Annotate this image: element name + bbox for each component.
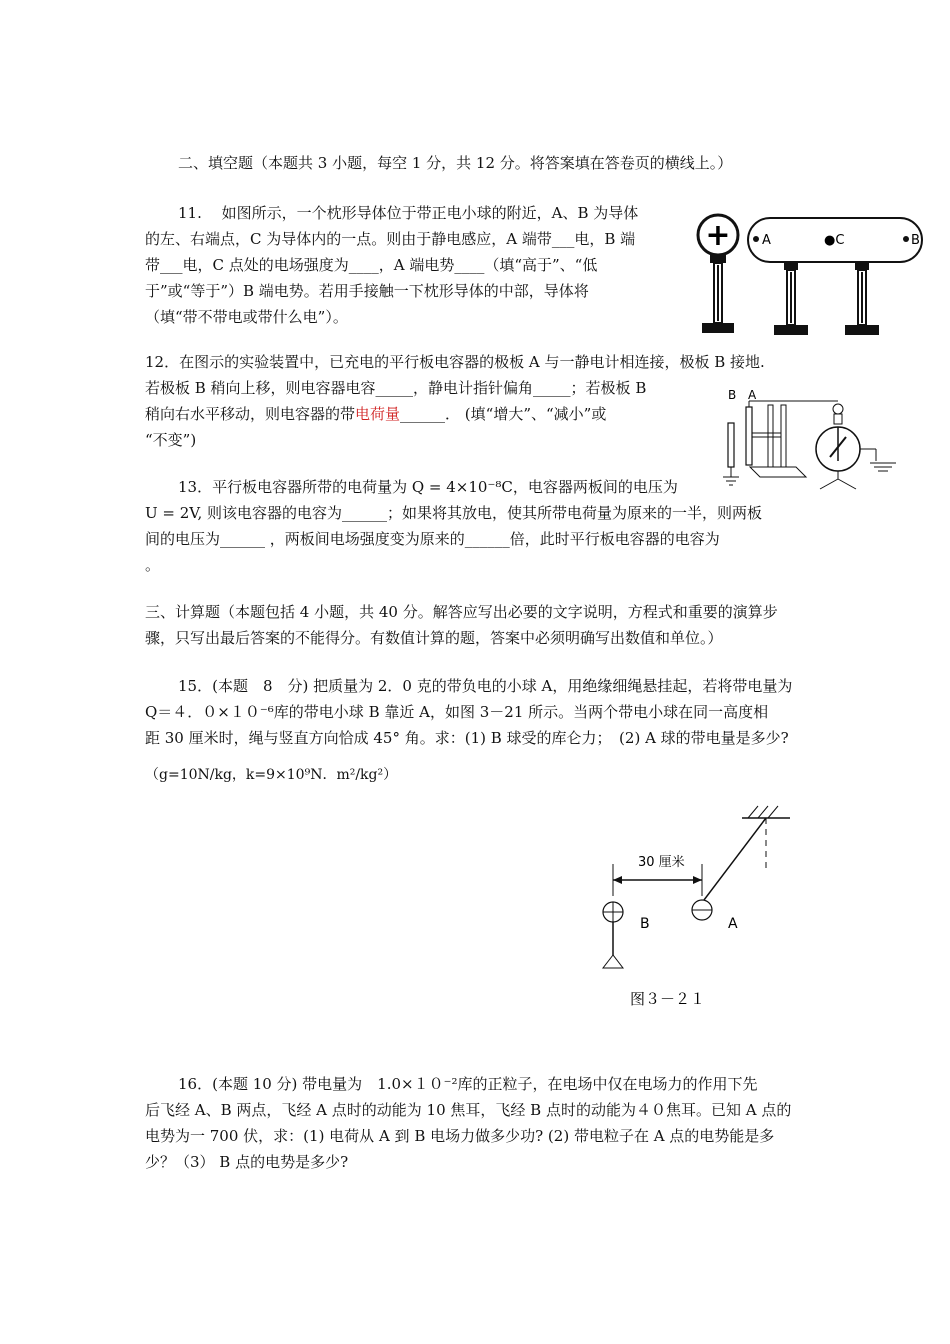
- q16-line2: 后飞经 A、B 两点，飞经 A 点时的动能为 10 焦耳，飞经 B 点时的动能为４０焦耳。已知 A 点的: [145, 1101, 792, 1119]
- q12-figure-capacitor: [718, 385, 908, 495]
- q11-figure-conductor: [690, 205, 930, 345]
- label-a: A: [762, 233, 771, 248]
- q15-line3: 距 30 厘米时，绳与竖直方向恰成 45° 角。求：(1) B 球受的库仑力； (2) A 球的带电量是多少?: [145, 729, 789, 747]
- q15-line1: 15．(本题 8 分) 把质量为 2．0 克的带负电的小球 A，用绝缘细绳悬挂起，若将带电量为: [178, 677, 793, 695]
- q12-line3-text: 稍向右水平移动，则电容器的带: [145, 405, 356, 423]
- q11-line2: 的左、右端点，C 为导体内的一点。则由于静电感应，A 端带___电，B 端: [145, 230, 636, 248]
- label-c: ●C: [824, 233, 845, 248]
- q16-line1: 16．(本题 10 分) 带电量为 1.0×１０⁻²库的正粒子，在电场中仅在电场力的作用下先: [178, 1075, 758, 1093]
- label-b: B: [911, 233, 920, 248]
- q13-line4: 。: [145, 556, 161, 574]
- plate-b-label: B: [728, 388, 737, 402]
- q12-line3: [145, 401, 606, 427]
- q16-line4: 少？（3） B 点的电势是多少?: [145, 1153, 349, 1171]
- q11-line4: 于”或“等于”）B 端电势。若用手接触一下枕形导体的中部，导体将: [145, 282, 589, 300]
- q12-charge-highlight: 电荷量: [355, 405, 401, 423]
- section3-line2: 骤，只写出最后答案的不能得分。有数值计算的题，答案中必须明确写出数值和单位。）: [145, 629, 723, 647]
- string: [704, 818, 766, 900]
- q16-line3: 电势为一 700 伏，求：(1) 电荷从 A 到 B 电场力做多少功? (2) 带电粒子在 A 点的电势能是多: [145, 1127, 775, 1145]
- q15-figure-3-21: [590, 800, 810, 1020]
- section2-heading: 二、填空题（本题共 3 小题，每空 1 分，共 12 分。将答案填在答卷页的横线上。）: [178, 154, 733, 172]
- q12-line3-text-end: ______． (填“增大”、“减小”或: [400, 405, 607, 423]
- plus-sign: +: [705, 218, 731, 253]
- q12-line1: 12．在图示的实验装置中，已充电的平行板电容器的极板 A 与一静电计相连接，极板 B 接地.: [145, 353, 765, 371]
- label-ball-b: B: [640, 916, 650, 932]
- section3-line1: 三、计算题（本题包括 4 小题，共 40 分。解答应写出必要的文字说明，方程式和重要的演算步: [145, 603, 778, 621]
- figure-caption: 图３－２１: [630, 990, 706, 1008]
- q11-line3: 带___电，C 点处的电场强度为____，A 端电势____（填“高于”、“低: [145, 256, 598, 274]
- plate-a-label: A: [748, 388, 757, 402]
- q13-line1: 13．平行板电容器所带的电荷量为 Q = 4×10⁻⁸C，电容器两板间的电压为: [178, 478, 678, 496]
- distance-label: 30 厘米: [638, 855, 685, 870]
- label-ball-a: A: [728, 916, 738, 932]
- q13-line3: 间的电压为______ ，两板间电场强度变为原来的______倍，此时平行板电容器的电容为: [145, 530, 720, 548]
- q13-line2: U = 2V, 则该电容器的电容为______；如果将其放电，使其所带电荷量为原来的一半，则两板: [145, 504, 763, 522]
- q15-line2: Q＝４．０×１０⁻⁶库的带电小球 B 靠近 A，如图 3－21 所示。当两个带电小球在同一高度相: [145, 703, 769, 721]
- q15-line4: （g=10N/kg，k=9×10⁹N．m²/kg²）: [145, 767, 398, 783]
- q12-line2: 若极板 B 稍向上移，则电容器电容_____，静电计指针偏角_____；若极板 B: [145, 379, 647, 397]
- q11-line5: （填“带不带电或带什么电”）。: [145, 308, 348, 326]
- q11-line1: 11. 如图所示，一个枕形导体位于带正电小球的附近，A、B 为导体: [178, 204, 639, 222]
- q12-line4: “不变”): [145, 431, 197, 449]
